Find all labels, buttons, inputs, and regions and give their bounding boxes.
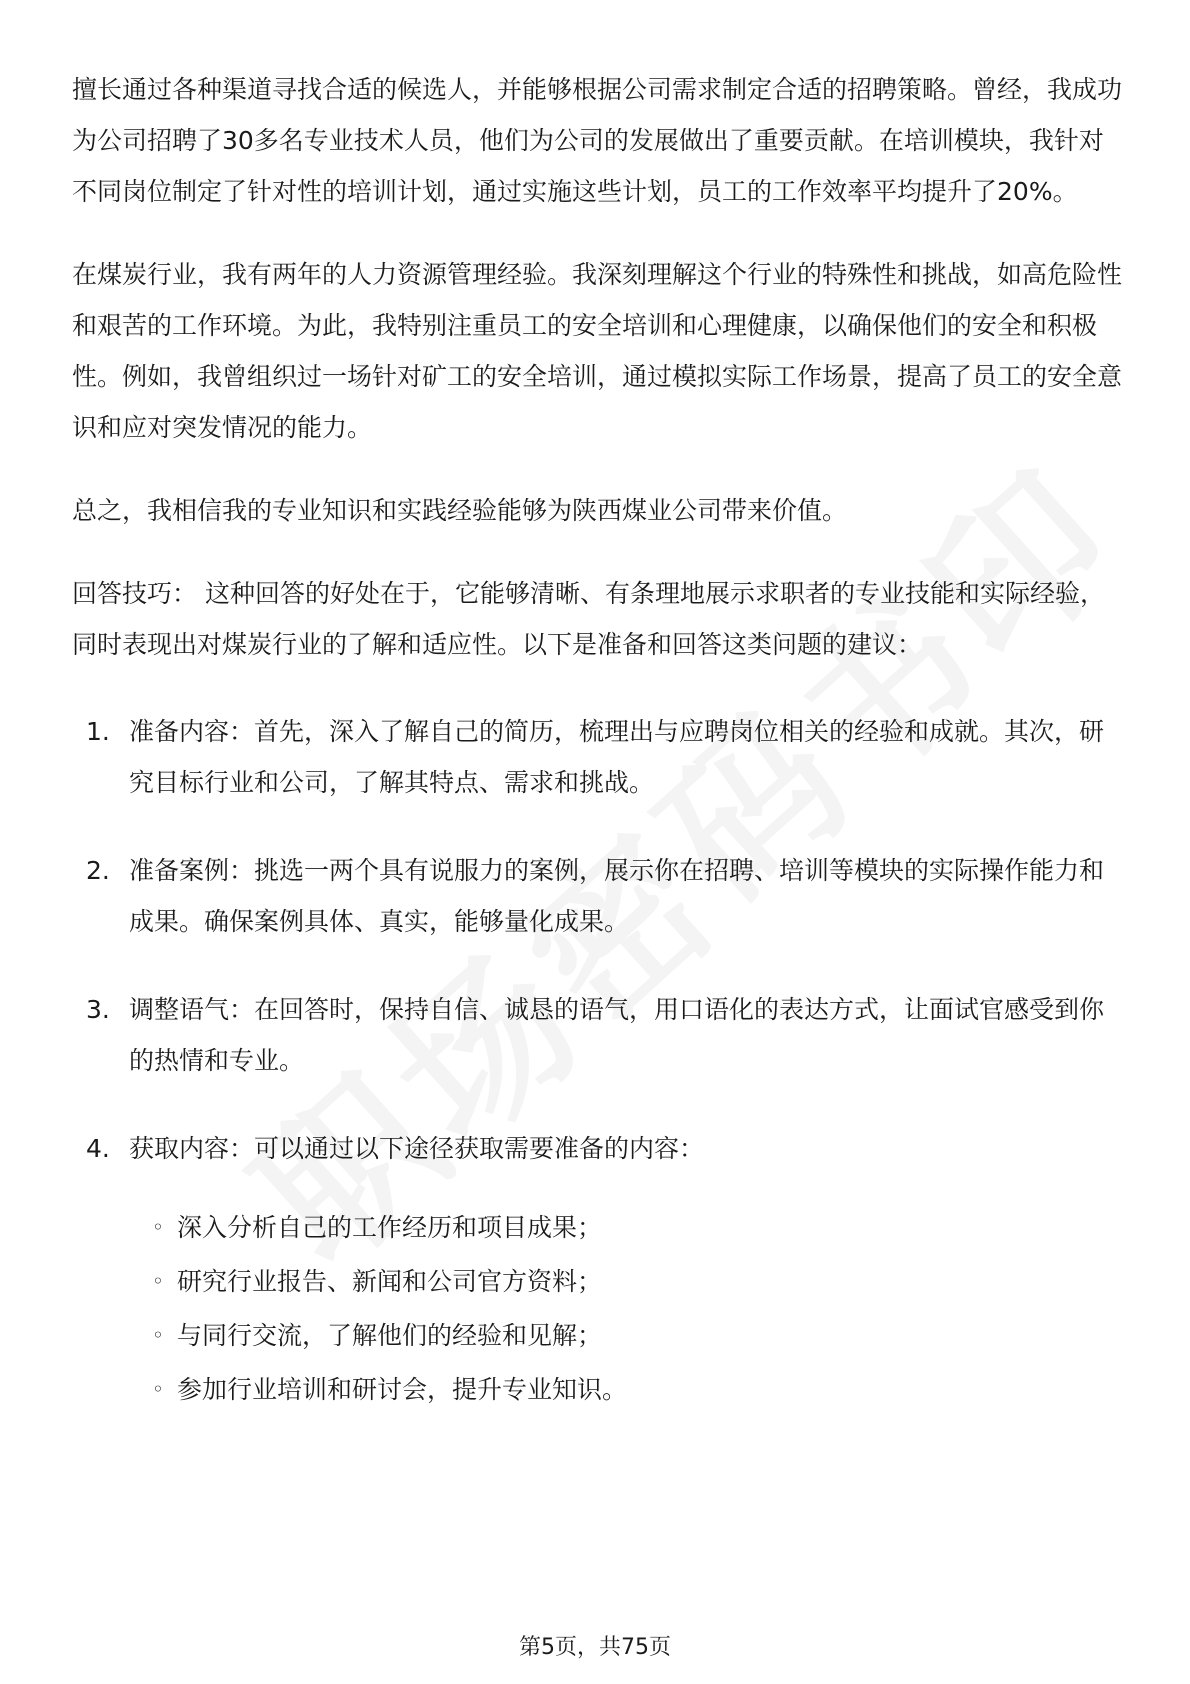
bullet-text: 研究行业报告、新闻和公司官方资料； bbox=[177, 1267, 603, 1296]
bullet-text: 参加行业培训和研讨会，提升专业知识。 bbox=[177, 1375, 628, 1404]
list-item-1 bbox=[72, 706, 1122, 808]
bullet-item bbox=[72, 1256, 1122, 1307]
bullet-circle-icon: ◦ bbox=[152, 1377, 164, 1401]
bullet-item bbox=[72, 1364, 1122, 1415]
list-number: 4. bbox=[86, 1134, 110, 1163]
bullet-item bbox=[72, 1310, 1122, 1361]
bullet-text: 与同行交流，了解他们的经验和见解； bbox=[177, 1321, 603, 1350]
list-item-text: 获取内容：可以通过以下途径获取需要准备的内容： bbox=[129, 1134, 705, 1163]
list-number: 2. bbox=[86, 856, 110, 885]
list-item-text: 准备内容：首先，深入了解自己的简历，梳理出与应聘岗位相关的经验和成就。其次，研究目标行业和公司，了解其特点、需求和挑战。 bbox=[129, 717, 1105, 797]
bullet-circle-icon: ◦ bbox=[152, 1323, 164, 1347]
list-item-text: 准备案例：挑选一两个具有说服力的案例，展示你在招聘、培训等模块的实际操作能力和成果。确保案例具体、真实，能够量化成果。 bbox=[129, 856, 1105, 936]
page-number-footer: 第5页，共75页 bbox=[519, 1635, 671, 1660]
bullet-circle-icon: ◦ bbox=[152, 1215, 164, 1239]
list-item-text: 调整语气：在回答时，保持自信、诚恳的语气，用口语化的表达方式，让面试官感受到你的热情和专业。 bbox=[129, 995, 1105, 1075]
bullet-text: 深入分析自己的工作经历和项目成果； bbox=[177, 1213, 603, 1242]
list-number: 1. bbox=[86, 717, 110, 746]
page-content bbox=[72, 64, 1122, 1418]
list-item-3 bbox=[72, 984, 1122, 1086]
list-item-4 bbox=[72, 1123, 1122, 1174]
list-item-2 bbox=[72, 845, 1122, 947]
paragraph-conclusion: 总之，我相信我的专业知识和实践经验能够为陕西煤业公司带来价值。 bbox=[72, 496, 848, 525]
list-number: 3. bbox=[86, 995, 110, 1024]
bullet-circle-icon: ◦ bbox=[152, 1269, 164, 1293]
answer-tip: 回答技巧： 这种回答的好处在于，它能够清晰、有条理地展示求职者的专业技能和实际经验，同时表现出对煤炭行业的了解和适应性。以下是准备和回答这类问题的建议： bbox=[72, 579, 1105, 659]
bullet-item bbox=[72, 1202, 1122, 1253]
sub-bullet-list bbox=[72, 1202, 1122, 1415]
paragraph-recruitment-training: 擅长通过各种渠道寻找合适的候选人，并能够根据公司需求制定合适的招聘策略。曾经，我成功为公司招聘了30多名专业技术人员，他们为公司的发展做出了重要贡献。在培训模块，我针对不同岗位制定了针对性的培训计划，通过实施这些计划，员工的工作效率平均提升了20%。 bbox=[72, 75, 1123, 206]
paragraph-coal-industry: 在煤炭行业，我有两年的人力资源管理经验。我深刻理解这个行业的特殊性和挑战，如高危险性和艰苦的工作环境。为此，我特别注重员工的安全培训和心理健康，以确保他们的安全和积极性。例如，我曾组织过一场针对矿工的安全培训，通过模拟实际工作场景，提高了员工的安全意识和应对突发情况的能力。 bbox=[72, 260, 1123, 442]
